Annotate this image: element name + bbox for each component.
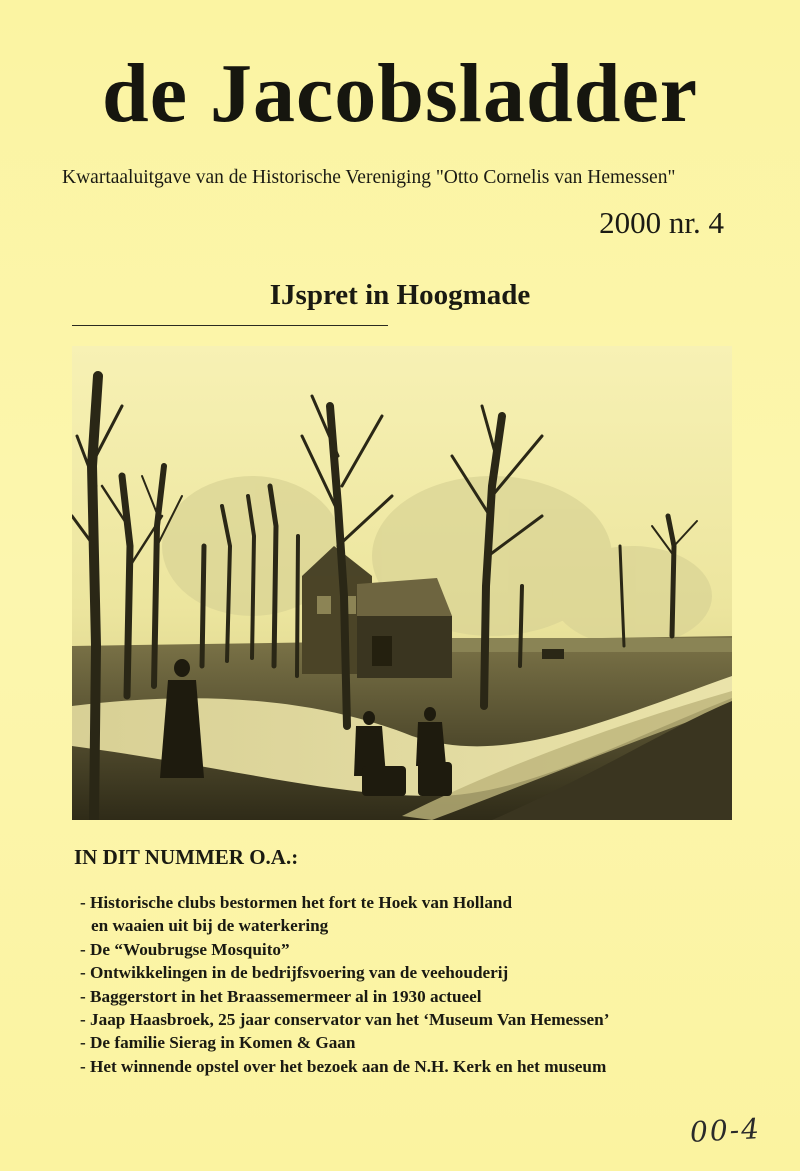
issue-number: 2000 nr. 4 (599, 205, 724, 240)
toc-item-continuation: en waaien uit bij de waterkering (91, 916, 329, 936)
headline-divider (72, 325, 388, 326)
toc-item (80, 938, 609, 961)
masthead-title: de Jacobsladder (101, 47, 699, 140)
toc-item-text: - Het winnende opstel over het bezoek aan de N.H. Kerk en het museum (80, 1056, 607, 1076)
cover-headline: IJspret in Hoogmade (269, 279, 531, 311)
toc-item-text: - Jaap Haasbroek, 25 jaar conservator van het ‘Museum Van Hemessen’ (80, 1010, 610, 1030)
toc-item (80, 961, 609, 984)
toc-item-text: - Historische clubs bestormen het fort te Hoek van Holland (80, 893, 513, 912)
toc-item-text: - De “Woubrugse Mosquito” (80, 939, 290, 959)
toc-item-text: - Baggerstort in het Braassemermeer al in 1930 actueel (80, 986, 482, 1006)
toc-item (80, 1031, 609, 1054)
toc-item (80, 891, 609, 938)
toc-item (80, 1008, 609, 1031)
cover-photo (72, 346, 732, 820)
toc-item (80, 985, 609, 1008)
masthead-subtitle: Kwartaaluitgave van de Historische Vereniging "Otto Cornelis van Hemessen" (62, 167, 676, 188)
toc-item (80, 1055, 609, 1078)
toc-heading: IN DIT NUMMER O.A.: (74, 845, 299, 869)
toc-item-text: - Ontwikkelingen in de bedrijfsvoering van de veehouderij (80, 963, 509, 983)
toc-item-text: - De familie Sierag in Komen & Gaan (80, 1033, 356, 1053)
handwritten-annotation: 00-4 (689, 1112, 762, 1149)
toc-list (80, 891, 609, 1078)
